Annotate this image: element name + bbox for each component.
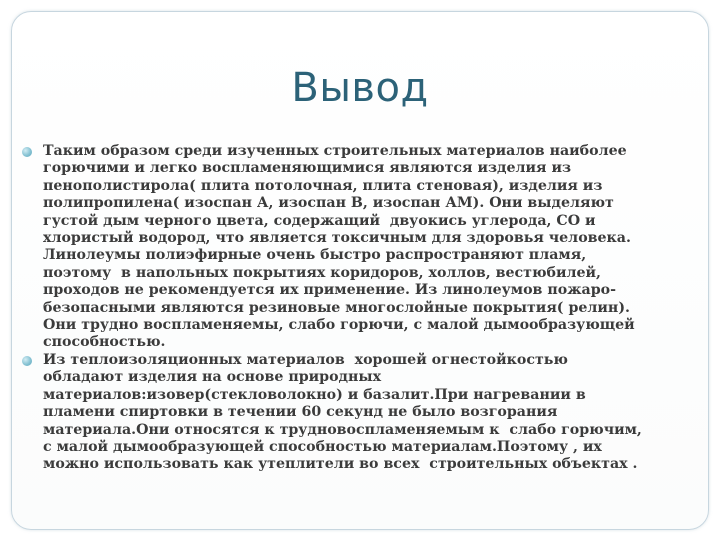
bullet-text-line: пламени спиртовки в течении 60 секунд не было возгорания [43,404,558,421]
bullet-text-line: Линолеумы полиэфирные очень быстро распространяют пламя, [43,247,587,264]
bullet-text-line: способностью. [43,334,166,351]
bullet-text-line: обладают изделия на основе природных [43,369,382,386]
slide-title: Вывод [291,65,429,111]
bullet-text-line: хлористый водород, что является токсичным для здоровья человека. [43,230,631,247]
bullet-text-line: материала.Они относятся к трудновоспламеняемым к слабо горючим, [43,421,642,438]
bullet-item [22,352,702,474]
bullet-text-line: пенополистирола( плита потолочная, плита стеновая), изделия из [43,177,603,194]
bullet-text-line: Из теплоизоляционных материалов хорошей огнестойкостью [43,351,568,368]
bullet-text-line: с малой дымообразующей способностью материалам.Поэтому , их [43,438,602,455]
bullet-dot-icon [22,356,32,366]
bullet-text-line: безопасными являются резиновые многослойные покрытия( релин). [43,299,630,316]
bullet-text-line: полипропилена( изоспан А, изоспан В, изоспан АМ). Они выделяют [43,195,614,212]
bullet-text-line: можно использовать как утеплители во всех строительных объектах . [43,456,638,473]
bullet-text-line: материалов:изовер(стекловолокно) и базалит.При нагревании в [43,386,586,403]
bullet-item [22,143,702,352]
bullet-text-line: поэтому в напольных покрытиях коридоров, холлов, вестюбилей, [43,264,601,281]
bullet-text-line: проходов не рекомендуется их применение. Из линолеумов пожаро- [43,282,616,299]
bullet-dot-icon [22,147,32,157]
bullet-text-line: горючими и легко воспламеняющимися являются изделия из [43,160,572,177]
bullet-text-line: густой дым черного цвета, содержащий двуокись углерода, СО и [43,212,596,229]
bullet-text-line: Таким образом среди изученных строительных материалов наиболее [43,143,627,159]
bullet-list [22,143,702,474]
bullet-text-line: Они трудно воспламеняемы, слабо горючи, с малой дымообразующей [43,317,635,334]
